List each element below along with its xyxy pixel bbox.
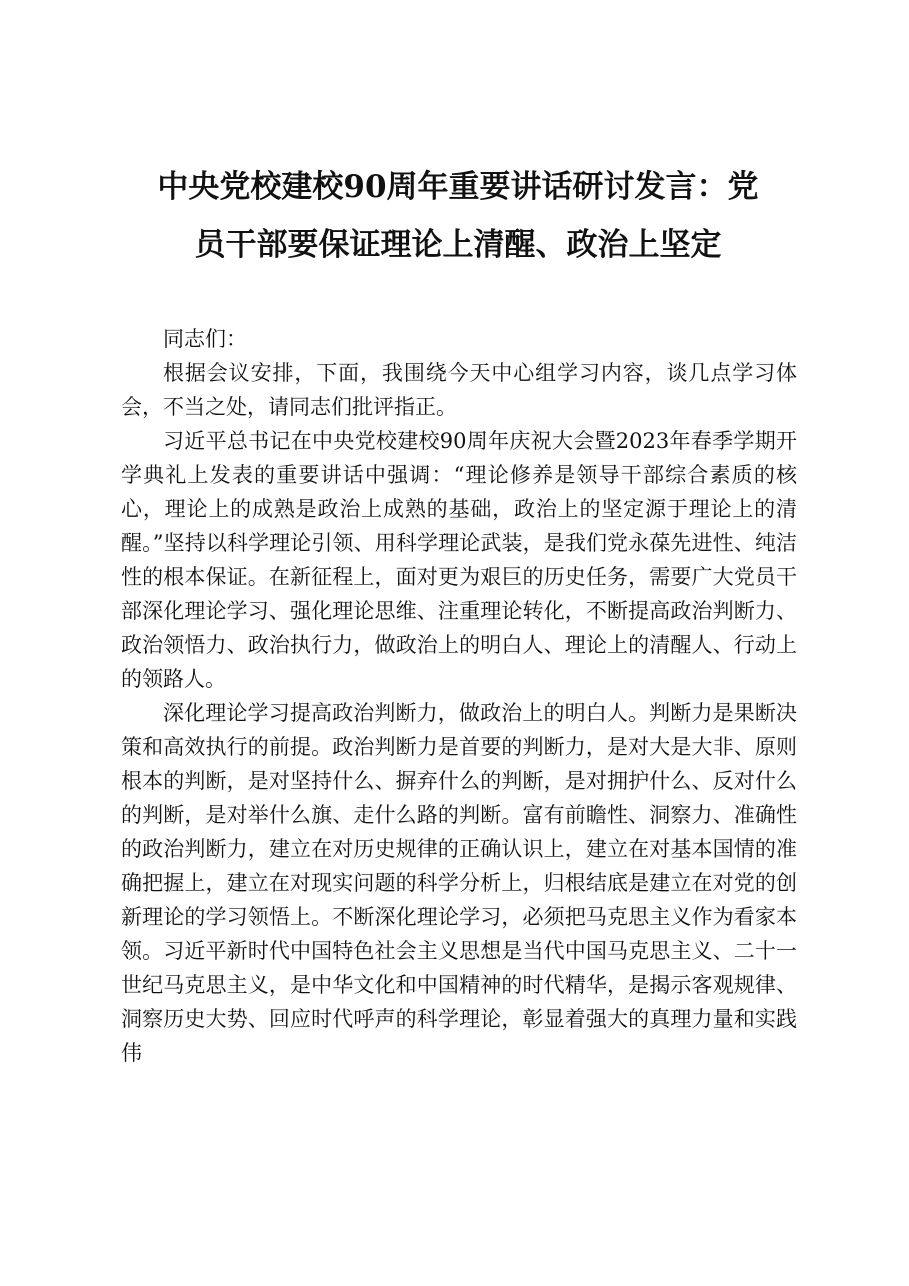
paragraph-2: 习近平总书记在中央党校建校90周年庆祝大会暨2023年春季学期开学典礼上发表的重要讲话中强调：“理论修养是领导干部综合素质的核心，理论上的成熟是政治上成熟的基础，政治上的坚定源于理论上的清醒。”坚持以科学理论引领、用科学理论武装，是我们党永葆先进性、纯洁性的根本保证。在新征程上，面对更为艰巨的历史任务，需要广大党员干部深化理论学习、强化理论思维、注重理论转化，不断提高政治判断力、政治领悟力、政治执行力，做政治上的明白人、理论上的清醒人、行动上的领路人。 — [121, 429, 797, 691]
document-title — [118, 158, 798, 274]
document-title-line-2: 员干部要保证理论上清醒、政治上坚定 — [194, 227, 722, 263]
document-title-line-1: 中央党校建校90周年重要讲话研讨发言：党 — [157, 169, 759, 205]
document-body — [121, 322, 797, 1070]
greeting: 同志们： — [163, 327, 247, 351]
paragraph-1: 根据会议安排，下面，我围绕今天中心组学习内容，谈几点学习体会，不当之处，请同志们批评指正。 — [121, 361, 797, 419]
paragraph-3: 深化理论学习提高政治判断力，做政治上的明白人。判断力是果断决策和高效执行的前提。政治判断力是首要的判断力，是对大是大非、原则根本的判断，是对坚持什么、摒弃什么的判断，是对拥护什么、反对什么的判断，是对举什么旗、走什么路的判断。富有前瞻性、洞察力、准确性的政治判断力，建立在对历史规律的正确认识上，建立在对基本国情的准确把握上，建立在对现实问题的科学分析上，归根结底是建立在对党的创新理论的学习领悟上。不断深化理论学习，必须把马克思主义作为看家本领。习近平新时代中国特色社会主义思想是当代中国马克思主义、二十一世纪马克思主义，是中华文化和中国精神的时代精华，是揭示客观规律、洞察历史大势、回应时代呼声的科学理论，彰显着强大的真理力量和实践伟 — [121, 701, 797, 1065]
